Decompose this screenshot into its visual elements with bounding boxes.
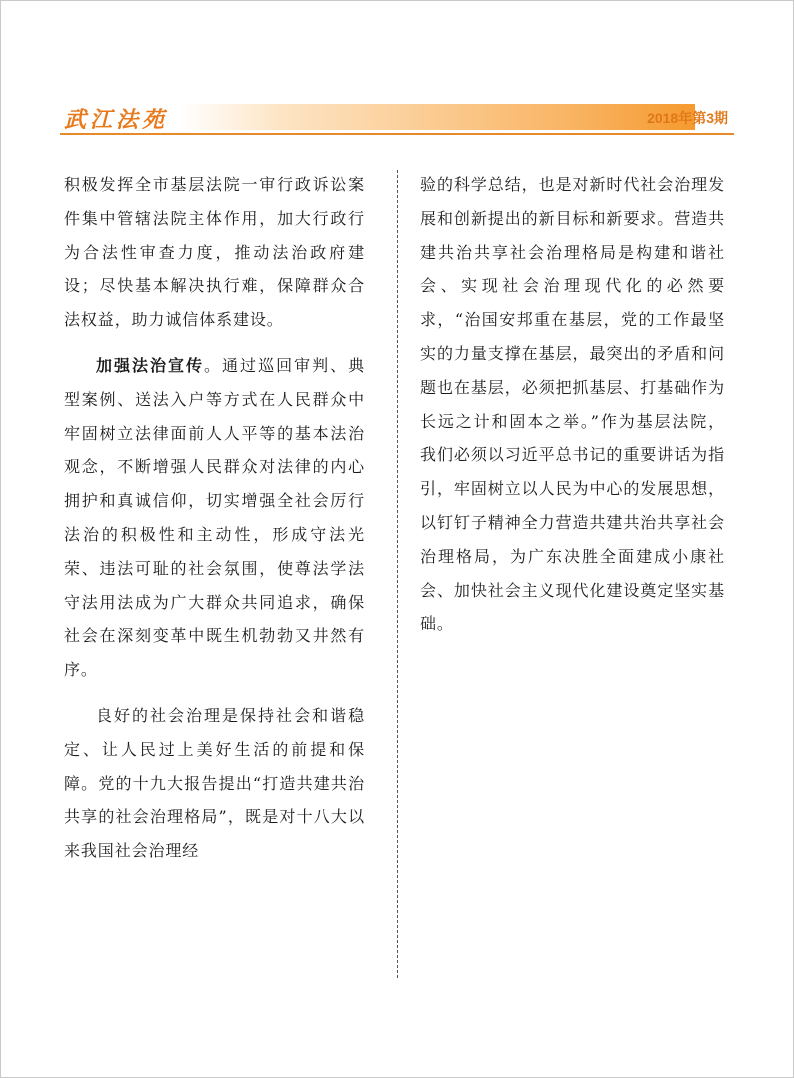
right-column xyxy=(420,168,725,641)
issue-number: 2018年第3期 xyxy=(647,110,728,126)
paragraph-continued: 积极发挥全市基层法院一审行政诉讼案件集中管辖法院主体作用，加大行政行为合法性审查力度，推动法治政府建设；尽快基本解决执行难，保障群众合法权益，助力诚信体系建设。 xyxy=(64,175,365,330)
paragraph-social-governance: 良好的社会治理是保持社会和谐稳定、让人民过上美好生活的前提和保障。党的十九大报告提出“打造共建共治共享的社会治理格局”，既是对十八大以来我国社会治理经 xyxy=(64,705,365,861)
header-gradient-band xyxy=(180,104,695,130)
header-rule xyxy=(60,133,734,135)
paragraph-continued-right: 验的科学总结，也是对新时代社会治理发展和创新提出的新目标和新要求。营造共建共治共享社会治理格局是构建和谐社会、实现社会治理现代化的必然要求，“治国安邦重在基层，党的工作最坚实的力量支撑在基层，最突出的矛盾和问题也在基层，必须把抓基层、打基础作为长远之计和固本之举。”作为基层法院，我们必须以习近平总书记的重要讲话为指引，牢固树立以人民为中心的发展思想，以钉钉子精神全力营造共建共治共享社会治理格局，为广东决胜全面建成小康社会、加快社会主义现代化建设奠定坚实基础。 xyxy=(420,175,725,634)
left-column xyxy=(64,168,365,868)
publication-title: 武江法苑 xyxy=(64,107,169,133)
page-header xyxy=(60,102,734,132)
paragraph-lead-heading: 加强法治宣传 xyxy=(96,355,205,375)
column-divider xyxy=(397,170,398,978)
paragraph-body: 。通过巡回审判、典型案例、送法入户等方式在人民群众中牢固树立法律面前人人平等的基本法治观念，不断增强人民群众对法律的内心拥护和真诚信仰，切实增强全社会厉行法治的积极性和主动性，形成守法光荣、违法可耻的社会氛围，使尊法学法守法用法成为广大群众共同追求，确保社会在深刻变革中既生机勃勃又井然有序。 xyxy=(64,355,365,680)
paragraph-legal-publicity xyxy=(64,349,365,687)
